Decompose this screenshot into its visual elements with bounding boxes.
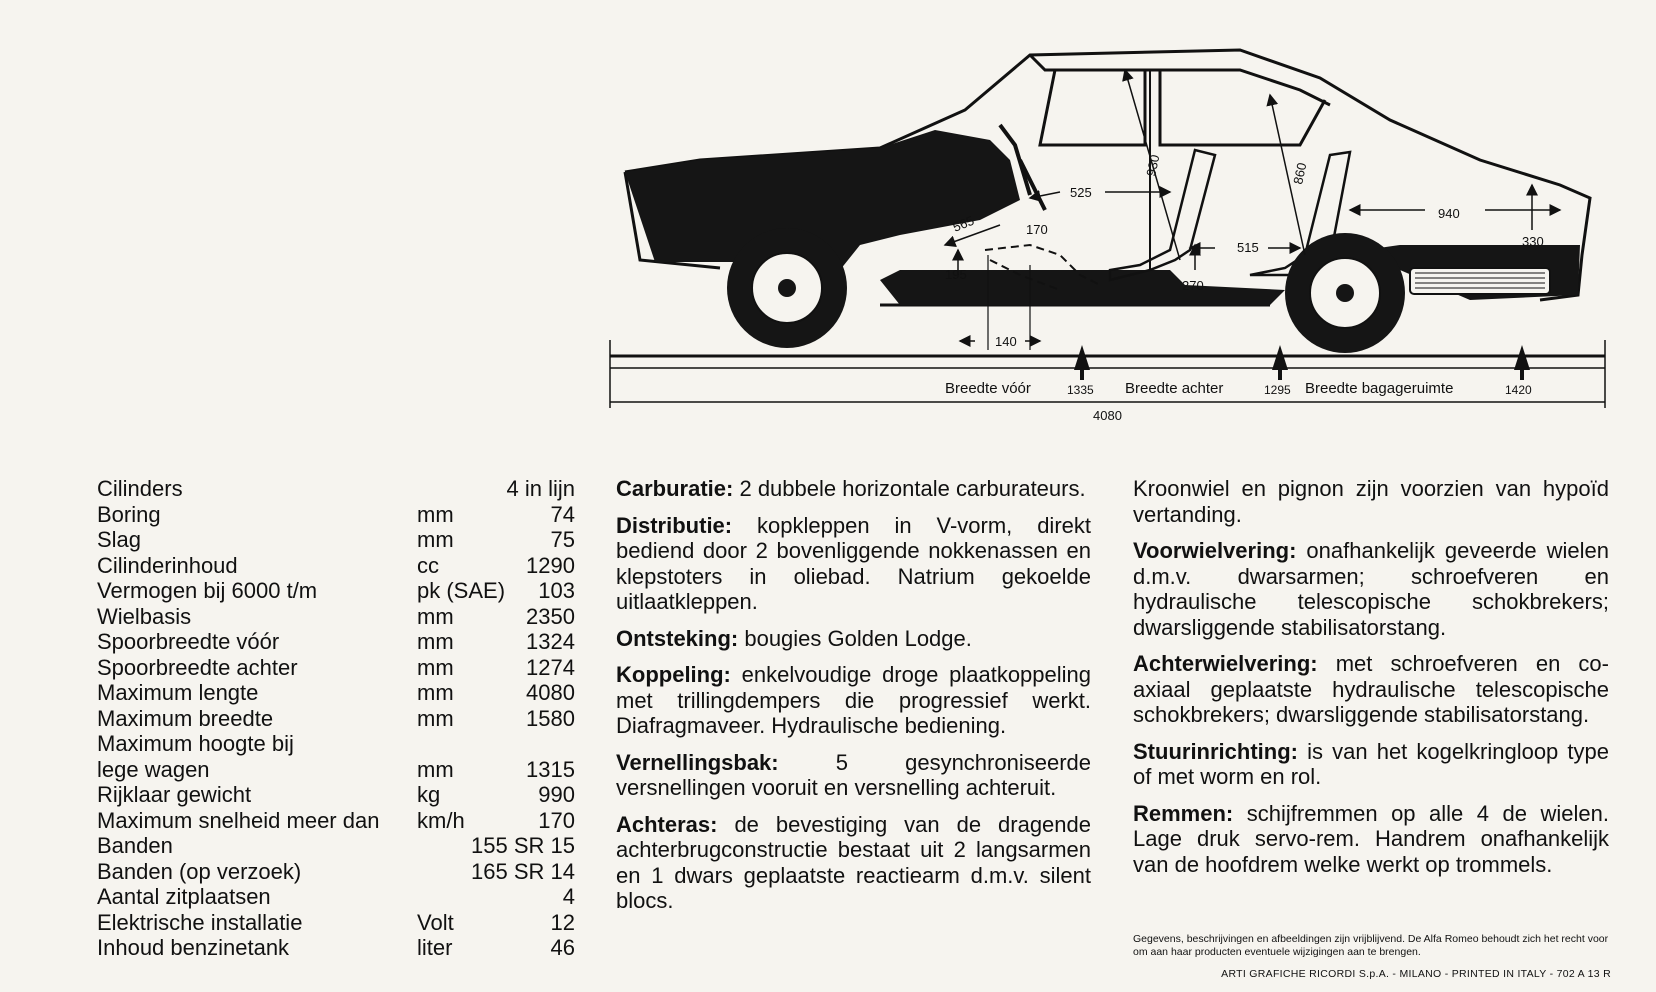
spec-value: 12 bbox=[550, 909, 575, 935]
spec-row bbox=[97, 578, 575, 604]
spec-label: Cilinderinhoud bbox=[97, 552, 238, 578]
spec-value: 165 SR 14 bbox=[471, 858, 575, 884]
spec-value: 1290 bbox=[526, 552, 575, 578]
spec-label: Maximum snelheid meer dan bbox=[97, 807, 380, 833]
spec-unit: mm bbox=[417, 629, 454, 654]
width-labels bbox=[945, 380, 1532, 397]
paragraph-heading: Achterwielvering: bbox=[1133, 651, 1318, 676]
spec-paragraph bbox=[616, 626, 1091, 652]
spec-value: 46 bbox=[550, 935, 575, 960]
spec-paragraph bbox=[616, 812, 1091, 914]
width-front-label: Breedte vóór bbox=[945, 380, 1031, 397]
spec-value: 1580 bbox=[526, 705, 575, 731]
spec-row bbox=[97, 782, 575, 808]
spec-label: Spoorbreedte achter bbox=[97, 654, 298, 680]
specifications-table bbox=[97, 476, 575, 961]
spec-label: Inhoud benzinetank bbox=[97, 935, 290, 960]
paragraph-text: 2 dubbele horizontale carburateurs. bbox=[733, 476, 1086, 501]
spec-row bbox=[97, 527, 575, 553]
spec-value: 170 bbox=[538, 807, 575, 833]
spec-unit: mm bbox=[417, 527, 454, 552]
spec-value: 4 bbox=[562, 884, 575, 909]
specifications-body bbox=[97, 476, 575, 961]
spec-label: Slag bbox=[97, 527, 142, 552]
spec-unit: kg bbox=[417, 782, 441, 807]
spec-unit: km/h bbox=[417, 807, 465, 833]
spec-label: Maximum lengte bbox=[97, 680, 259, 705]
spec-row bbox=[97, 655, 575, 681]
spec-value: 990 bbox=[538, 782, 575, 807]
dim-940: 940 bbox=[1438, 206, 1460, 221]
spec-label: Maximum breedte bbox=[97, 705, 274, 731]
dim-total-length: 4080 bbox=[1093, 408, 1122, 423]
spec-row bbox=[97, 680, 575, 706]
spec-row bbox=[97, 833, 575, 859]
spec-row bbox=[97, 910, 575, 936]
paragraph-text: kopkleppen in V-vorm, direkt bediend door 2 bovenliggende nokkenassen en klepstoters in oliebad. Natrium gekoelde uitlaatkleppen. bbox=[616, 512, 1091, 614]
dim-525: 525 bbox=[1070, 185, 1092, 200]
spec-paragraph bbox=[616, 662, 1091, 739]
paragraph-text: enkelvoudige droge plaatkoppeling met trillingdempers die progressief werkt. Diafragmaveer. Hydraulische bediening. bbox=[616, 662, 1091, 738]
spec-value: 1315 bbox=[526, 756, 575, 782]
paragraph-heading: Voorwielvering: bbox=[1133, 538, 1297, 563]
spec-paragraph bbox=[1133, 651, 1609, 728]
spec-paragraph bbox=[1133, 538, 1609, 640]
rear-wheel bbox=[1285, 233, 1405, 353]
spec-unit: Volt bbox=[417, 909, 454, 935]
paragraph-heading: Vernellingsbak: bbox=[616, 749, 779, 775]
spec-label: Aantal zitplaatsen bbox=[97, 884, 271, 909]
spec-label: Rijklaar gewicht bbox=[97, 782, 252, 807]
spec-unit: mm bbox=[417, 501, 454, 527]
dim-565: 565 bbox=[950, 212, 977, 235]
spec-unit: mm bbox=[417, 756, 454, 782]
spec-paragraph bbox=[616, 476, 1091, 502]
spec-row bbox=[97, 476, 575, 502]
paragraph-text: 5 gesynchroniseerde versnellingen vooruit en versnelling achteruit. bbox=[616, 749, 1091, 800]
spec-value: 4 in lijn bbox=[506, 476, 575, 501]
spec-value: 155 SR 15 bbox=[471, 833, 575, 858]
paragraph-text: schijfremmen op alle 4 de wielen. Lage druk servo-rem. Handrem onafhankelijk van de hoofdrem welke werkt op trommels. bbox=[1133, 800, 1609, 877]
spec-value: 74 bbox=[550, 501, 575, 527]
spec-row bbox=[97, 859, 575, 885]
spec-row bbox=[97, 884, 575, 910]
spec-row bbox=[97, 757, 575, 783]
spec-label: Cilinders bbox=[97, 476, 183, 501]
paragraph-text: is van het kogelkringloop type of met worm en rol. bbox=[1133, 738, 1609, 789]
width-front-value: 1335 bbox=[1067, 383, 1094, 397]
width-luggage-label: Breedte bagageruimte bbox=[1305, 380, 1454, 397]
dim-330: 330 bbox=[1522, 234, 1544, 249]
paragraph-heading: Stuurinrichting: bbox=[1133, 738, 1298, 764]
spec-row bbox=[97, 629, 575, 655]
width-luggage-value: 1420 bbox=[1505, 383, 1532, 397]
paragraph-text: de bevestiging van de dragende achterbrugconstructie bestaat uit 2 langsarmen en 1 dwars geplaatste reactiearm d.m.v. silent blocs. bbox=[616, 811, 1091, 913]
spec-value: 75 bbox=[550, 527, 575, 552]
spec-value: 1324 bbox=[526, 629, 575, 654]
spec-row bbox=[97, 706, 575, 732]
dim-270: 270 bbox=[1182, 278, 1204, 293]
spec-label: Banden bbox=[97, 833, 173, 858]
disclaimer-text: Gegevens, beschrijvingen en afbeeldingen zijn vrijblijvend. De Alfa Romeo behoudt zich het recht voor om aan haar producten eventuele wijzigingen aan te brengen. bbox=[1133, 933, 1609, 958]
ground-lines bbox=[610, 340, 1605, 408]
right-items bbox=[1133, 538, 1609, 877]
spec-unit: pk (SAE) bbox=[417, 578, 506, 603]
paragraph-text: bougies Golden Lodge. bbox=[738, 625, 972, 651]
spec-unit bbox=[417, 731, 505, 757]
technical-description-right bbox=[1133, 476, 1609, 888]
spec-label: Wielbasis bbox=[97, 603, 192, 629]
spec-paragraph bbox=[616, 513, 1091, 615]
dim-860: 860 bbox=[1290, 161, 1310, 186]
printer-imprint: ARTI GRAFICHE RICORDI S.p.A. - MILANO - PRINTED IN ITALY - 702 A 13 R bbox=[1221, 968, 1611, 980]
spec-label: Banden (op verzoek) bbox=[97, 858, 302, 884]
front-wheel bbox=[727, 228, 847, 348]
spec-row bbox=[97, 502, 575, 528]
car-cross-section-diagram bbox=[600, 40, 1610, 430]
paragraph-heading: Koppeling: bbox=[616, 662, 731, 687]
spec-value bbox=[505, 731, 575, 757]
dim-170: 170 bbox=[1026, 222, 1048, 237]
dim-930: 930 bbox=[1143, 153, 1163, 178]
dim-195: 195 bbox=[945, 267, 967, 282]
spec-label: Boring bbox=[97, 501, 161, 527]
technical-description-middle bbox=[616, 476, 1091, 925]
spec-unit: mm bbox=[417, 680, 454, 705]
spec-paragraph bbox=[616, 750, 1091, 801]
spec-label: Spoorbreedte vóór bbox=[97, 629, 280, 654]
spec-unit: liter bbox=[417, 935, 453, 960]
width-rear-label: Breedte achter bbox=[1125, 380, 1224, 397]
width-rear-value: 1295 bbox=[1264, 383, 1291, 397]
paragraph-heading: Carburatie: bbox=[616, 476, 734, 501]
spec-value: 103 bbox=[538, 578, 575, 603]
spec-label: Maximum hoogte bij bbox=[97, 731, 294, 756]
width-arrows bbox=[1074, 345, 1530, 380]
spec-value: 4080 bbox=[526, 680, 575, 705]
spec-unit: mm bbox=[417, 603, 454, 629]
spec-paragraph bbox=[1133, 739, 1609, 790]
spec-label: lege wagen bbox=[97, 756, 210, 782]
spec-row bbox=[97, 808, 575, 834]
spec-label: Vermogen bij 6000 t/m bbox=[97, 578, 318, 603]
paragraph-heading: Ontsteking: bbox=[616, 625, 739, 651]
paragraph-heading: Distributie: bbox=[616, 512, 733, 538]
spec-label: Elektrische installatie bbox=[97, 909, 303, 935]
spec-row bbox=[97, 935, 575, 961]
rear-axle-continuation: Kroonwiel en pignon zijn voorzien van hypoïd vertanding. bbox=[1133, 476, 1609, 527]
spec-row bbox=[97, 604, 575, 630]
paragraph-text: met schroefveren en co-axiaal geplaatste hydraulische telescopische schokbrekers; dwarsliggende stabilisatorstang. bbox=[1133, 651, 1609, 727]
dim-140: 140 bbox=[995, 334, 1017, 349]
paragraph-heading: Remmen: bbox=[1133, 800, 1234, 826]
fuel-tank bbox=[1410, 268, 1550, 294]
spec-unit: mm bbox=[417, 705, 454, 731]
paragraph-heading: Achteras: bbox=[616, 811, 718, 837]
spec-value: 1274 bbox=[526, 654, 575, 680]
spec-paragraph bbox=[1133, 801, 1609, 878]
spec-unit: cc bbox=[417, 552, 439, 578]
dim-515: 515 bbox=[1237, 240, 1259, 255]
paragraph-text: onafhankelijk geveerde wielen d.m.v. dwarsarmen; schroefveren en hydraulische telescopische schokbrekers; dwarsliggende stabilisatorstang. bbox=[1133, 538, 1609, 640]
spec-row bbox=[97, 731, 575, 757]
spec-row bbox=[97, 553, 575, 579]
spec-unit: mm bbox=[417, 654, 454, 680]
spec-value: 2350 bbox=[526, 603, 575, 629]
